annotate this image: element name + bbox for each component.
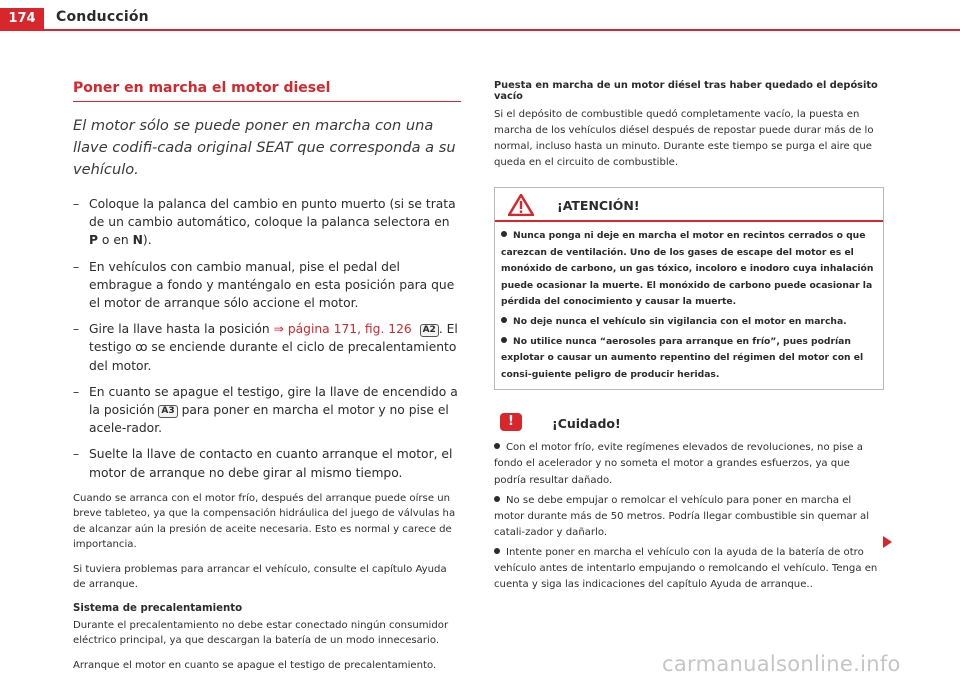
- warning-title: ¡ATENCIÓN!: [557, 198, 640, 213]
- start-help-note: Si tuviera problemas para arrancar el vehículo, consulte el capítulo Ayuda de arranque.: [73, 563, 447, 591]
- caution-icon: !: [500, 413, 522, 431]
- warning-item-text: No deje nunca el vehículo sin vigilancia con el motor en marcha.: [513, 315, 847, 327]
- warning-item-text: No utilice nunca “aerosoles para arranque en frío”, pues podrían explotar o causar un aumento repentino del régimen del motor con el consi-guiente peligro de producir heridas.: [501, 335, 864, 380]
- caution-item-text: Intente poner en marcha el vehículo con la ayuda de la batería de otro vehículo antes de intentarlo empujando o remolcando el vehículo. Tenga en cuenta y siga las indicaciones del capítulo Ayuda de arranque..: [494, 546, 878, 591]
- position-a3-badge: A3: [158, 405, 177, 418]
- dash: –: [73, 322, 80, 337]
- step-2: [73, 258, 461, 313]
- watermark: carmanualsonline.info: [662, 652, 901, 676]
- caution-title: ¡Cuidado!: [552, 416, 621, 432]
- caution-item: [494, 545, 884, 593]
- bullet-icon: [501, 337, 507, 343]
- step-5: [73, 445, 461, 481]
- dash: –: [73, 384, 80, 399]
- step-text: Suelte la llave de contacto en cuanto arranque el motor, el motor de arranque no debe girar al mismo tiempo.: [89, 447, 453, 480]
- warning-header: [495, 188, 883, 222]
- section-title: Conducción: [56, 9, 149, 25]
- step-text: o en: [98, 233, 133, 248]
- intro-text: El motor sólo se puede poner en marcha con una llave codifi-cada original SEAT que corresponda a su vehículo.: [73, 117, 456, 178]
- position-a2-badge: A2: [420, 324, 439, 337]
- dash: –: [73, 259, 80, 274]
- left-column: [73, 80, 461, 673]
- step-text: Gire la llave hasta la posición: [89, 322, 274, 337]
- step-text: Coloque la palanca del cambio en punto muerto (si se trata de un cambio automático, coloque la palanca selectora en: [89, 197, 456, 230]
- page-reference-link[interactable]: ⇒ página 171, fig. 126: [273, 322, 412, 337]
- dash: –: [73, 447, 80, 462]
- page-number: 174: [0, 8, 44, 30]
- caution-header: [494, 413, 884, 439]
- caution-item-text: No se debe empujar o remolcar el vehículo para poner en marcha el motor durante más de 50 metros. Podría llegar combustible sin quemar al catali-zador y dañarlo.: [494, 494, 870, 538]
- preheat-heading: Sistema de precalentamiento: [73, 602, 243, 614]
- step-text: ).: [142, 233, 152, 248]
- warning-item: [501, 228, 878, 311]
- empty-tank-text: Si el depósito de combustible quedó completamente vacío, la puesta en marcha de los vehículos diésel después de repostar puede durar más de lo normal, incluso hasta un minuto. Durante este tiempo se purga el aire que queda en el circuito de combustible.: [494, 109, 874, 168]
- step-text: En vehículos con cambio manual, pise el pedal del embrague a fondo y manténgalo en esta posición para que el motor de arranque sólo accione el motor.: [89, 259, 455, 311]
- caution-item: [494, 493, 884, 541]
- bullet-icon: [494, 443, 500, 449]
- caution-item: [494, 440, 884, 488]
- step-3: [73, 320, 461, 375]
- step-text: para poner en marcha el motor y no pise el acele-rador.: [89, 403, 449, 436]
- warning-box: [494, 187, 884, 390]
- step-text: En cuanto se apague el testigo, gire la llave de encendido a la posición: [89, 384, 458, 418]
- warning-item-text: Nunca ponga ni deje en marcha el motor en recintos cerrados o que carezcan de ventilación. Uno de los gases de escape del motor es el monóxido de carbono, un gas tóxico, incoloro e inodoro cuya inhalación puede ocasionar la muerte. El monóxido de carbono puede ocasionar la pérdida del conocimiento y causar la muerte.: [501, 230, 874, 308]
- empty-tank-heading: Puesta en marcha de un motor diésel tras haber quedado el depósito vacío: [494, 80, 878, 102]
- step-text: se enciende durante el ciclo de precalentamiento del motor.: [89, 340, 457, 373]
- warning-triangle-icon: [508, 194, 534, 216]
- bullet-icon: [501, 231, 507, 237]
- glow-plug-icon: ꝏ: [135, 340, 148, 355]
- warning-item: [501, 334, 878, 384]
- cold-start-note: Cuando se arranca con el motor frío, después del arranque puede oírse un breve tableteo, ya que la compensación hidráulica del juego de válvulas ha de alcanzar aún la presión de aceite necesaria. Esto es normal y carece de importancia.: [73, 492, 456, 551]
- caution-item-text: Con el motor frío, evite regímenes elevados de revoluciones, no pise a fondo el acelerador y no someta el motor a grandes esfuerzos, ya que podría resultar dañado.: [494, 442, 863, 486]
- right-column: [494, 80, 884, 597]
- preheat-start-text: Arranque el motor en cuanto se apague el testigo de precalentamiento.: [73, 659, 437, 671]
- preheat-text: Durante el precalentamiento no debe estar conectado ningún consumidor eléctrico principal, ya que descargan la batería de un modo innecesario.: [73, 619, 449, 647]
- step-text: . El testigo: [89, 322, 458, 355]
- gear-n: N: [132, 233, 143, 248]
- main-heading: Poner en marcha el motor diesel: [73, 80, 461, 102]
- step-list: [73, 195, 461, 482]
- step-4: [73, 383, 461, 438]
- next-page-arrow-icon[interactable]: [883, 536, 892, 548]
- warning-body: [495, 222, 883, 389]
- gear-p: P: [89, 233, 99, 248]
- dash: –: [73, 197, 80, 211]
- bullet-icon: [494, 496, 500, 502]
- page-header: [0, 0, 960, 31]
- step-1: [73, 195, 461, 250]
- bullet-icon: [501, 317, 507, 323]
- bullet-icon: [494, 548, 500, 554]
- warning-item: [501, 314, 878, 331]
